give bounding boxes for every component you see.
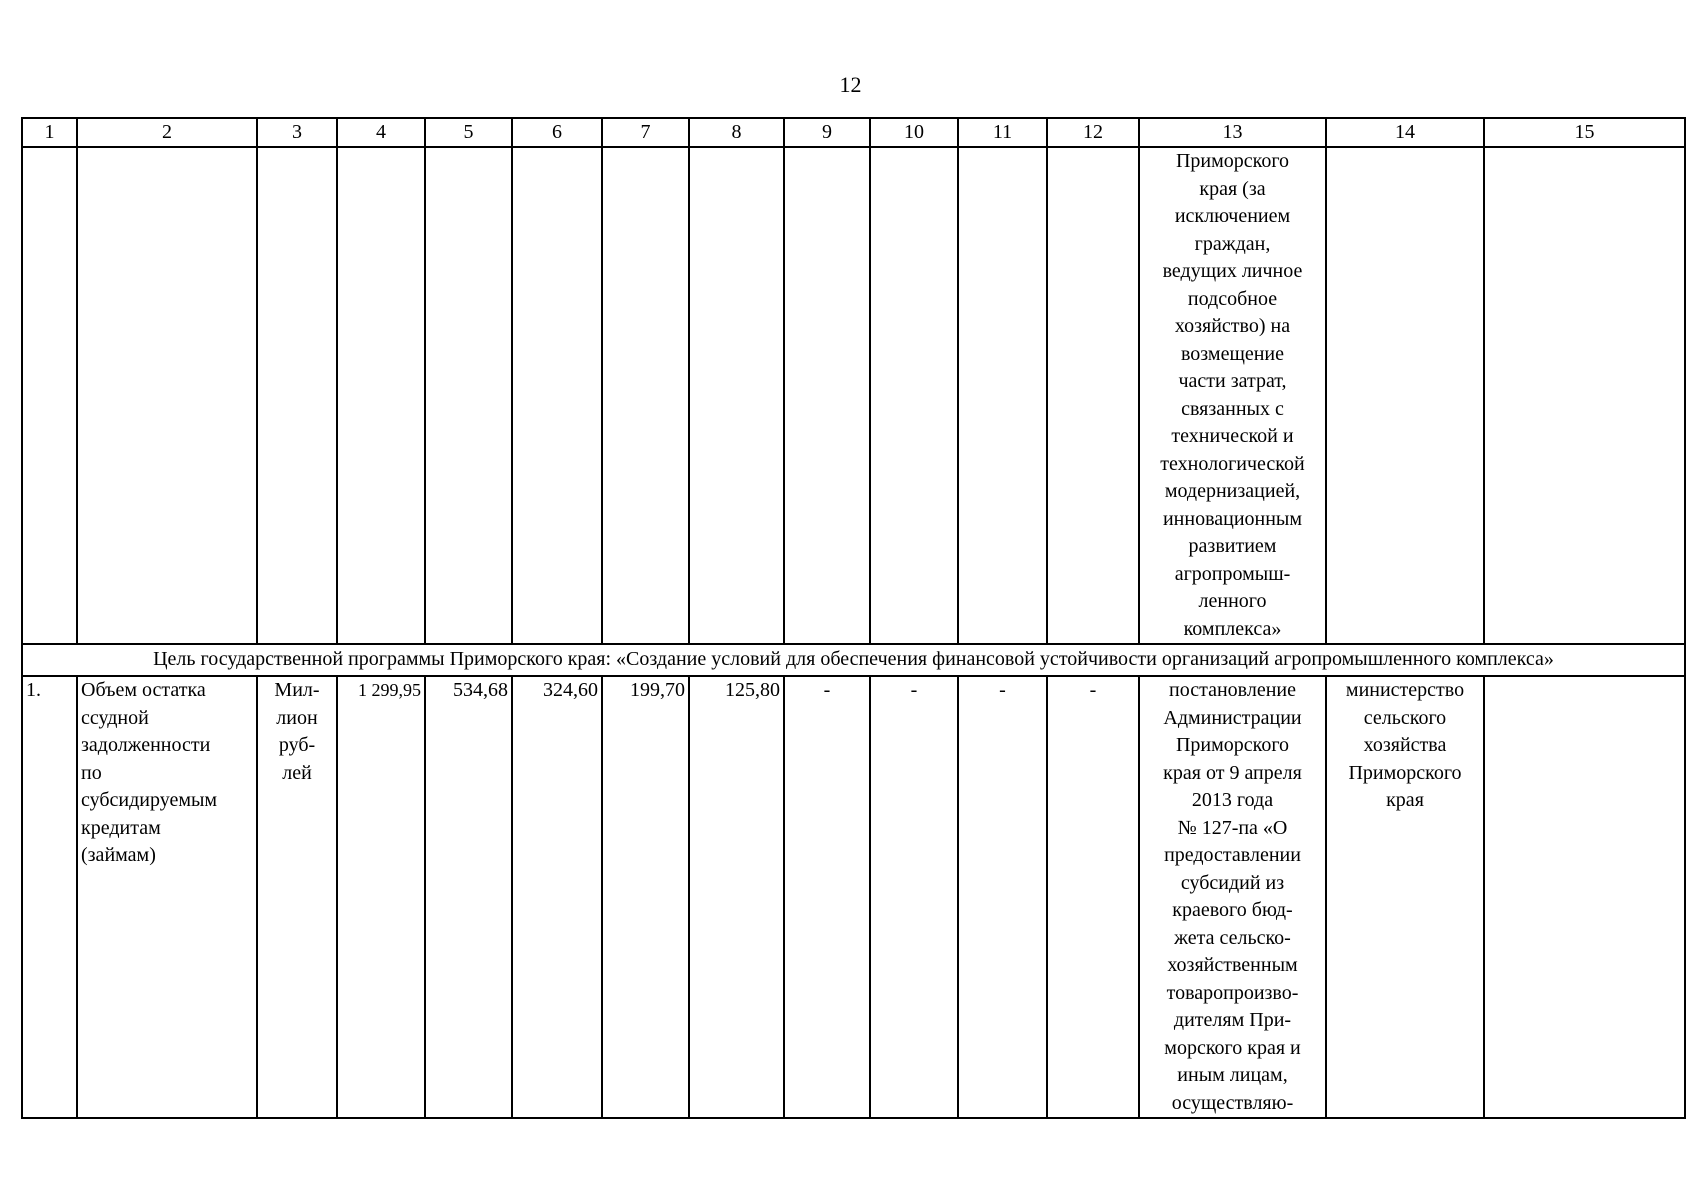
empty-cell	[425, 147, 512, 644]
value-cell: 199,70	[602, 676, 689, 1118]
continuation-row	[22, 147, 1685, 644]
empty-cell	[870, 147, 958, 644]
unit-of-measure: Мил- лион руб- лей	[257, 676, 337, 1118]
column-number-header: 10	[870, 118, 958, 147]
empty-cell	[784, 147, 870, 644]
value-cell: 1 299,95	[337, 676, 425, 1118]
value-cell: 324,60	[512, 676, 602, 1118]
goal-row	[22, 644, 1685, 676]
empty-cell	[337, 147, 425, 644]
empty-cell	[22, 147, 77, 644]
column-number-row	[22, 118, 1685, 147]
legal-basis-continuation: Приморского края (за исключением граждан, ведущих личное подсобное хозяйство) на возмещение части затрат, связанных с технической и технологической модернизацией, инновационным развитием агропромыш- ленного комплекса»	[1139, 147, 1326, 644]
value-cell: -	[784, 676, 870, 1118]
legal-basis: постановление Администрации Приморского края от 9 апреля 2013 года № 127-па «О предоставлении субсидий из краевого бюд- жета сельско- хозяйственным товаропроизво- дителям При- морского края и иным лицам, осуществляю-	[1139, 676, 1326, 1118]
column-number-header: 4	[337, 118, 425, 147]
page-number: 12	[839, 72, 862, 97]
column-number-header: 2	[77, 118, 257, 147]
row-number: 1.	[22, 676, 77, 1118]
empty-cell	[689, 147, 784, 644]
column-number-header: 9	[784, 118, 870, 147]
value-cell: -	[1047, 676, 1139, 1118]
column-number-header: 8	[689, 118, 784, 147]
empty-cell	[1484, 676, 1685, 1118]
column-number-header: 5	[425, 118, 512, 147]
value-cell: -	[870, 676, 958, 1118]
column-number-header: 15	[1484, 118, 1685, 147]
column-number-header: 13	[1139, 118, 1326, 147]
indicator-name: Объем остатка ссудной задолженности по субсидируемым кредитам (займам)	[77, 676, 257, 1118]
empty-cell	[602, 147, 689, 644]
indicator-row	[22, 676, 1685, 1118]
column-number-header: 12	[1047, 118, 1139, 147]
empty-cell	[77, 147, 257, 644]
empty-cell	[257, 147, 337, 644]
empty-cell	[1326, 147, 1484, 644]
column-number-header: 14	[1326, 118, 1484, 147]
column-number-header: 7	[602, 118, 689, 147]
empty-cell	[512, 147, 602, 644]
responsible-executor: министерство сельского хозяйства Приморского края	[1326, 676, 1484, 1118]
column-number-header: 1	[22, 118, 77, 147]
column-number-header: 11	[958, 118, 1047, 147]
value-cell: 125,80	[689, 676, 784, 1118]
indicators-table	[21, 117, 1686, 1119]
value-cell: -	[958, 676, 1047, 1118]
empty-cell	[1484, 147, 1685, 644]
empty-cell	[1047, 147, 1139, 644]
value-cell: 534,68	[425, 676, 512, 1118]
column-number-header: 6	[512, 118, 602, 147]
program-goal: Цель государственной программы Приморского края: «Создание условий для обеспечения финансовой устойчивости организаций агропромышленного комплекса»	[22, 644, 1685, 676]
empty-cell	[958, 147, 1047, 644]
column-number-header: 3	[257, 118, 337, 147]
